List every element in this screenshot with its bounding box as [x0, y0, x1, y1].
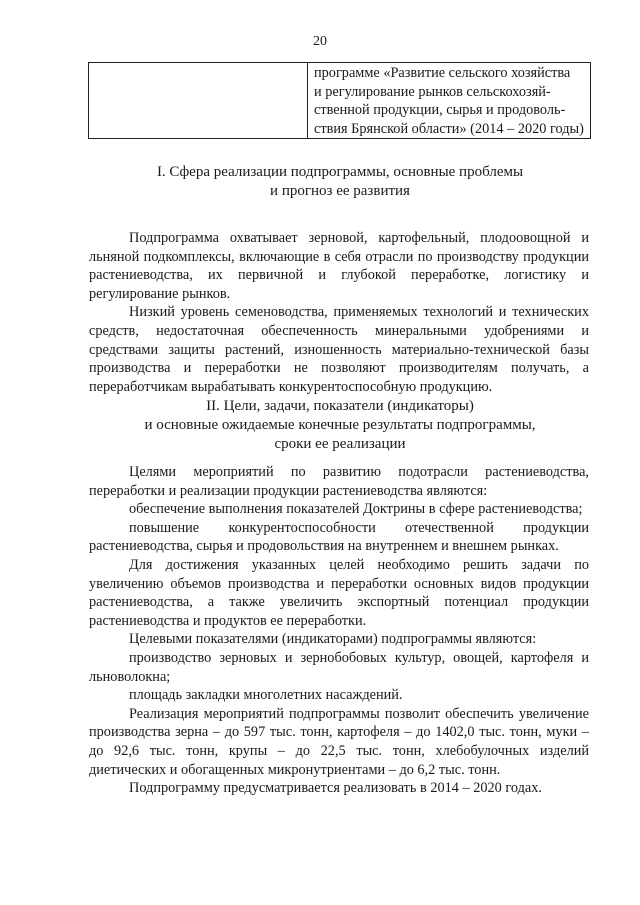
paragraph: Целями мероприятий по развитию подотрасли растениеводства, переработки и реализации продукции растениеводства являются:: [89, 464, 589, 499]
section-1-body: [89, 229, 589, 396]
paragraph: площадь закладки многолетних насаждений.: [129, 687, 403, 704]
paragraph: Целевыми показателями (индикаторами) подпрограммы являются:: [129, 631, 537, 648]
section-1-heading: I. Сфера реализации подпрограммы, основные проблемы и прогноз ее развития: [156, 164, 524, 199]
paragraph: Реализация мероприятий подпрограммы позволит обеспечить увеличение производства зерна – до 597 тыс. тонн, картофеля – до 1402,0 тыс. тонн, муки – до 92,6 тыс. тонн, крупы – до 22,5 тыс. тонн, хлебобулочных изделий диетических и обогащенных микронутриентами – до 6,2 тыс. тонн.: [89, 705, 589, 778]
header-table: [88, 62, 591, 139]
section-2-heading: II. Цели, задачи, показатели (индикаторы) и основные ожидаемые конечные результаты подпрограммы, сроки ее реализации: [144, 398, 536, 452]
paragraph: обеспечение выполнения показателей Доктрины в сфере растениеводства;: [129, 501, 583, 518]
paragraph: Низкий уровень семеноводства, применяемых технологий и технических средств, недостаточная обеспеченность минеральными удобрениями и средствами защиты растений, изношенность материально-технической базы производства и переработки не позволяют производителям получать, а переработчикам вырабатывать конкурентоспособную продукцию.: [89, 304, 589, 395]
header-table-program-cell: программе «Развитие сельского хозяйства и регулирование рынков сельскохозяй- ственной продукции, сырья и продоволь- ствия Брянской области» (2014 – 2020 годы): [314, 65, 584, 137]
paragraph: Для достижения указанных целей необходимо решить задачи по увеличению объемов производства и переработки основных видов продукции растениеводства, а также увеличить экспортный потенциал продукции растениеводства и продуктов ее переработки.: [89, 556, 589, 629]
section-2-body: [89, 463, 589, 798]
header-table-empty-cell: [89, 63, 308, 138]
paragraph: повышение конкурентоспособности отечественной продукции растениеводства, сырья и продовольствия на внутреннем и внешнем рынках.: [89, 519, 589, 555]
paragraph: Подпрограмму предусматривается реализовать в 2014 – 2020 годах.: [129, 780, 542, 797]
page-number: 20: [313, 34, 327, 49]
paragraph: Подпрограмма охватывает зерновой, картофельный, плодоовощной и льняной подкомплексы, включающие в себя отрасли по производству продукции растениеводства, их первичной и глубокой переработке, логистику и регулирование рынков.: [89, 230, 589, 302]
paragraph: производство зерновых и зернобобовых культур, овощей, картофеля и льноволокна;: [89, 649, 589, 685]
